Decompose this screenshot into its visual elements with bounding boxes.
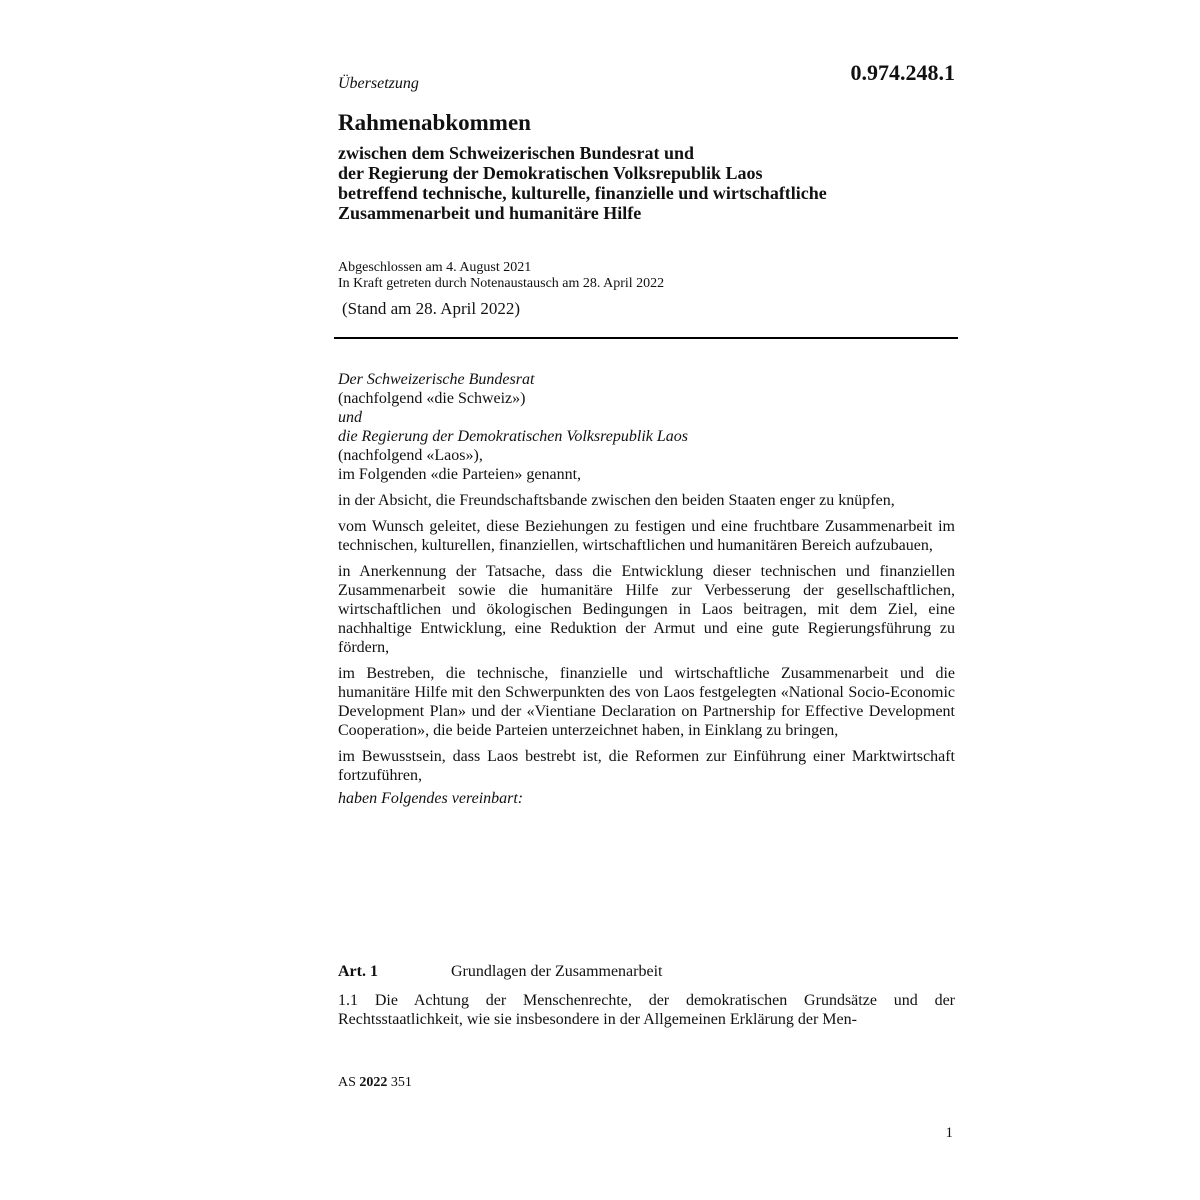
recital: im Bewusstsein, dass Laos bestrebt ist, die Reformen zur Einführung einer Marktwirtschaft fortzuführen,	[338, 748, 955, 784]
recital: vom Wunsch geleitet, diese Beziehungen zu festigen und eine fruchtbare Zusammenarbeit im technischen, kulturellen, finanziellen, wirtschaftlichen und humanitären Bereich aufzubauen,	[338, 518, 955, 554]
subtitle-line: Zusammenarbeit und humanitäre Hilfe	[338, 203, 642, 223]
status-date: (Stand am 28. April 2022)	[342, 299, 521, 318]
article-text: 1.1 Die Achtung der Menschenrechte, der demokratischen Grundsätze und der Rechtsstaatlichkeit, wie sie insbesondere in der Allgemeinen Erklärung der Men-	[338, 992, 955, 1028]
as-page: 351	[390, 1075, 412, 1090]
agreed-clause: haben Folgendes vereinbart:	[338, 790, 524, 807]
as-year: 2022	[359, 1075, 388, 1090]
recital: im Bestreben, die technische, finanzielle und wirtschaftliche Zusammenarbeit und die humanitäre Hilfe mit den Schwerpunkten des von Laos festgelegten «National Socio-Economic Development Plan» und der «Vientiane Declaration on Partnership for Effective Development Cooperation», die beide Parteien unterzeichnet haben, in Einklang zu bringen,	[338, 665, 955, 739]
subtitle-line: der Regierung der Demokratischen Volksrepublik Laos	[338, 163, 763, 183]
party-laos: die Regierung der Demokratischen Volksrepublik Laos	[338, 428, 689, 445]
translation-label: Übersetzung	[338, 75, 419, 92]
recital: in der Absicht, die Freundschaftsbande zwischen den beiden Staaten enger zu knüpfen,	[338, 492, 895, 509]
as-prefix: AS	[338, 1075, 356, 1090]
preamble	[338, 370, 955, 808]
as-reference	[338, 1075, 412, 1091]
party-swiss: Der Schweizerische Bundesrat	[338, 371, 535, 388]
concluded-date: Abgeschlossen am 4. August 2021	[338, 260, 532, 275]
subtitle-line: zwischen dem Schweizerischen Bundesrat und	[338, 143, 695, 163]
sr-number: 0.974.248.1	[850, 60, 955, 85]
party-conjunction: und	[338, 409, 362, 426]
in-force-date: In Kraft getreten durch Notenaustausch am 28. April 2022	[338, 276, 665, 291]
recital: in Anerkennung der Tatsache, dass die Entwicklung dieser technischen und finanziellen Zusammenarbeit sowie die humanitäre Hilfe zur Verbesserung der gesellschaftlichen, wirtschaftlichen und ökologischen Bedingungen in Laos beitragen, mit dem Ziel, eine nachhaltige Entwicklung, eine Reduktion der Armut und eine gute Regierungsführung zu fördern,	[338, 563, 955, 656]
date-block	[338, 260, 664, 292]
party-laos-short: (nachfolgend «Laos»),	[338, 447, 483, 464]
horizontal-rule	[334, 337, 958, 339]
party-swiss-short: (nachfolgend «die Schweiz»)	[338, 390, 526, 407]
page-number: 1	[945, 1125, 953, 1141]
article-number: Art. 1	[338, 963, 378, 980]
document-title: Rahmenabkommen	[338, 110, 531, 135]
document-subtitle	[338, 143, 958, 223]
article-title: Grundlagen der Zusammenarbeit	[451, 963, 663, 980]
subtitle-line: betreffend technische, kulturelle, finanzielle und wirtschaftliche	[338, 183, 827, 203]
parties-designation: im Folgenden «die Parteien» genannt,	[338, 466, 582, 483]
